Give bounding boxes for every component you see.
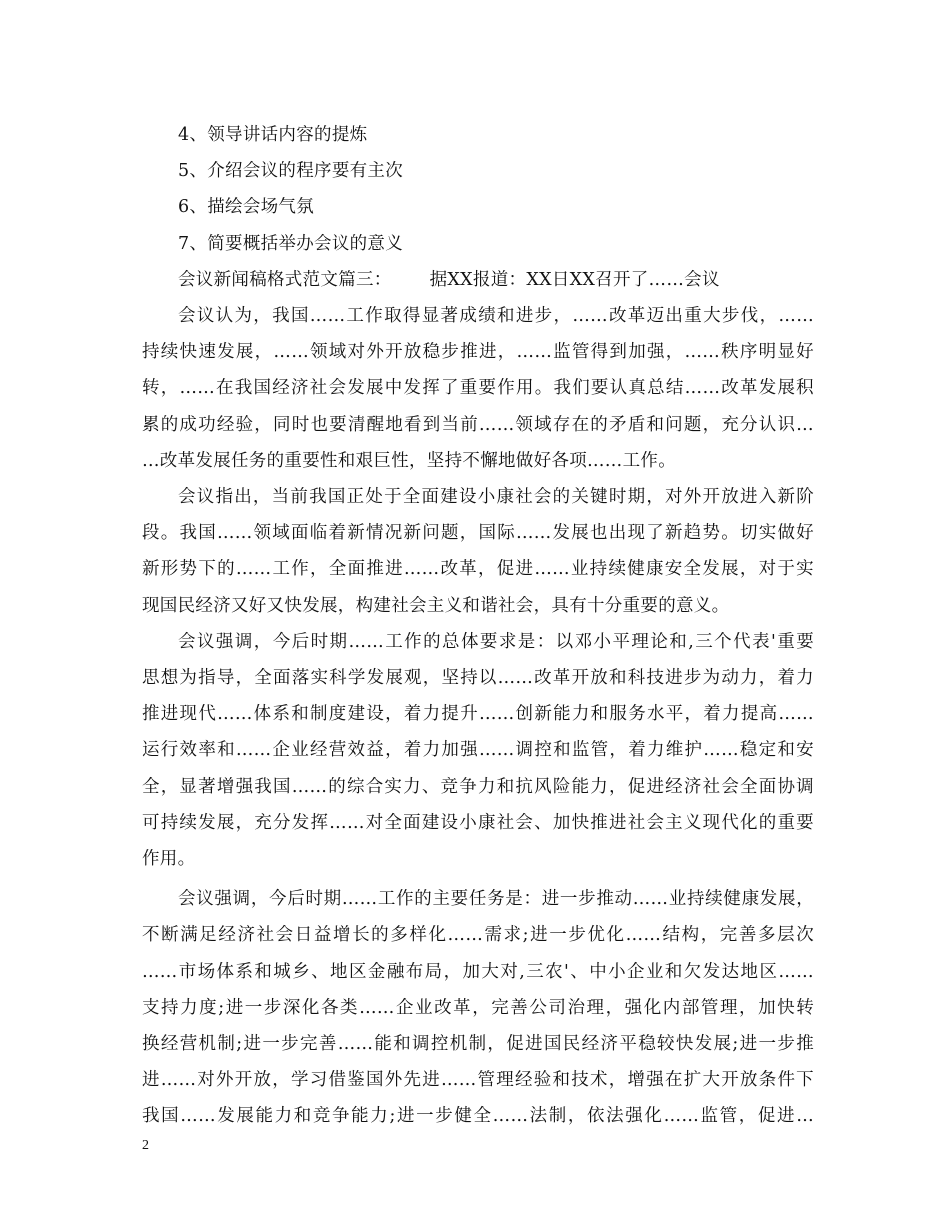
paragraph-line: 段。我国……领域面临着新情况新问题，国际……发展也出现了新趋势。切实做好	[142, 523, 814, 544]
paragraph-line: 会议强调，今后时期……工作的主要任务是：进一步推动……业持续健康发展，	[178, 889, 814, 910]
paragraph-line: 运行效率和……企业经营效益，着力加强……调控和监管，着力维护……稳定和安	[142, 740, 814, 761]
paragraph-line: 思想为指导，全面落实科学发展观，坚持以……改革开放和科技进步为动力，着力	[142, 668, 814, 689]
paragraph-line: 可持续发展，充分发挥……对全面建设小康社会、加快推进社会主义现代化的重要	[142, 812, 814, 833]
paragraph-line: 新形势下的……工作，全面推进……改革，促进……业持续健康安全发展，对于实	[142, 559, 814, 580]
paragraph-line: 我国……发展能力和竞争能力;进一步健全……法制，依法强化……监管，促进…	[142, 1106, 814, 1127]
paragraph-line: 现国民经济又好又快发展，构建社会主义和谐社会，具有十分重要的意义。	[142, 595, 730, 616]
paragraph-line: 作用。	[142, 849, 196, 870]
paragraph	[142, 624, 814, 877]
list-item: 5、介绍会议的程序要有主次	[178, 161, 404, 182]
paragraph-line: 会议认为，我国……工作取得显著成绩和进步，……改革迈出重大步伐，……	[178, 306, 814, 327]
section-heading-lead: 据XX报道：XX日XX召开了……会议	[429, 269, 720, 290]
section-heading-label: 会议新闻稿格式范文篇三：	[178, 269, 392, 290]
paragraph-line: 全，显著增强我国……的综合实力、竞争力和抗风险能力，促进经济社会全面协调	[142, 776, 814, 797]
paragraph-line: 支持力度;进一步深化各类……企业改革，完善公司治理，强化内部管理，加快转	[142, 997, 814, 1018]
list-item: 6、描绘会场气氛	[178, 197, 315, 218]
list-item: 7、简要概括举办会议的意义	[178, 233, 404, 254]
paragraph	[142, 298, 814, 479]
paragraph	[142, 479, 814, 624]
paragraph-line: …改革发展任务的重要性和艰巨性，坚持不懈地做好各项……工作。	[142, 450, 676, 471]
paragraph-line: 换经营机制;进一步完善……能和调控机制，促进国民经济平稳较快发展;进一步推	[142, 1034, 814, 1055]
section-heading	[142, 262, 814, 298]
paragraph-line: 不断满足经济社会日益增长的多样化……需求;进一步优化……结构，完善多层次	[142, 925, 814, 946]
paragraph-line: 进……对外开放，学习借鉴国外先进……管理经验和技术，增强在扩大开放条件下	[142, 1070, 814, 1091]
list-item: 4、领导讲话内容的提炼	[178, 125, 368, 145]
paragraph-line: 累的成功经验，同时也要清醒地看到当前……领域存在的矛盾和问题，充分认识…	[142, 414, 814, 435]
paragraph-line: 会议强调，今后时期……工作的总体要求是：以邓小平理论和,三个代表'重要	[178, 631, 814, 652]
document-body	[142, 117, 814, 1135]
paragraph-line: ……市场体系和城乡、地区金融布局，加大对,三农'、中小企业和欠发达地区……	[142, 961, 814, 982]
paragraph	[142, 881, 814, 1134]
paragraph-line: 会议指出，当前我国正处于全面建设小康社会的关键时期，对外开放进入新阶	[178, 487, 814, 508]
paragraph-line: 持续快速发展，……领域对外开放稳步推进，……监管得到加强，……秩序明显好	[142, 342, 814, 363]
page-number: 2	[142, 1138, 149, 1153]
paragraph-line: 转，……在我国经济社会发展中发挥了重要作用。我们要认真总结……改革发展积	[142, 378, 814, 399]
paragraph-line: 推进现代……体系和制度建设，着力提升……创新能力和服务水平，着力提高……	[142, 704, 814, 725]
